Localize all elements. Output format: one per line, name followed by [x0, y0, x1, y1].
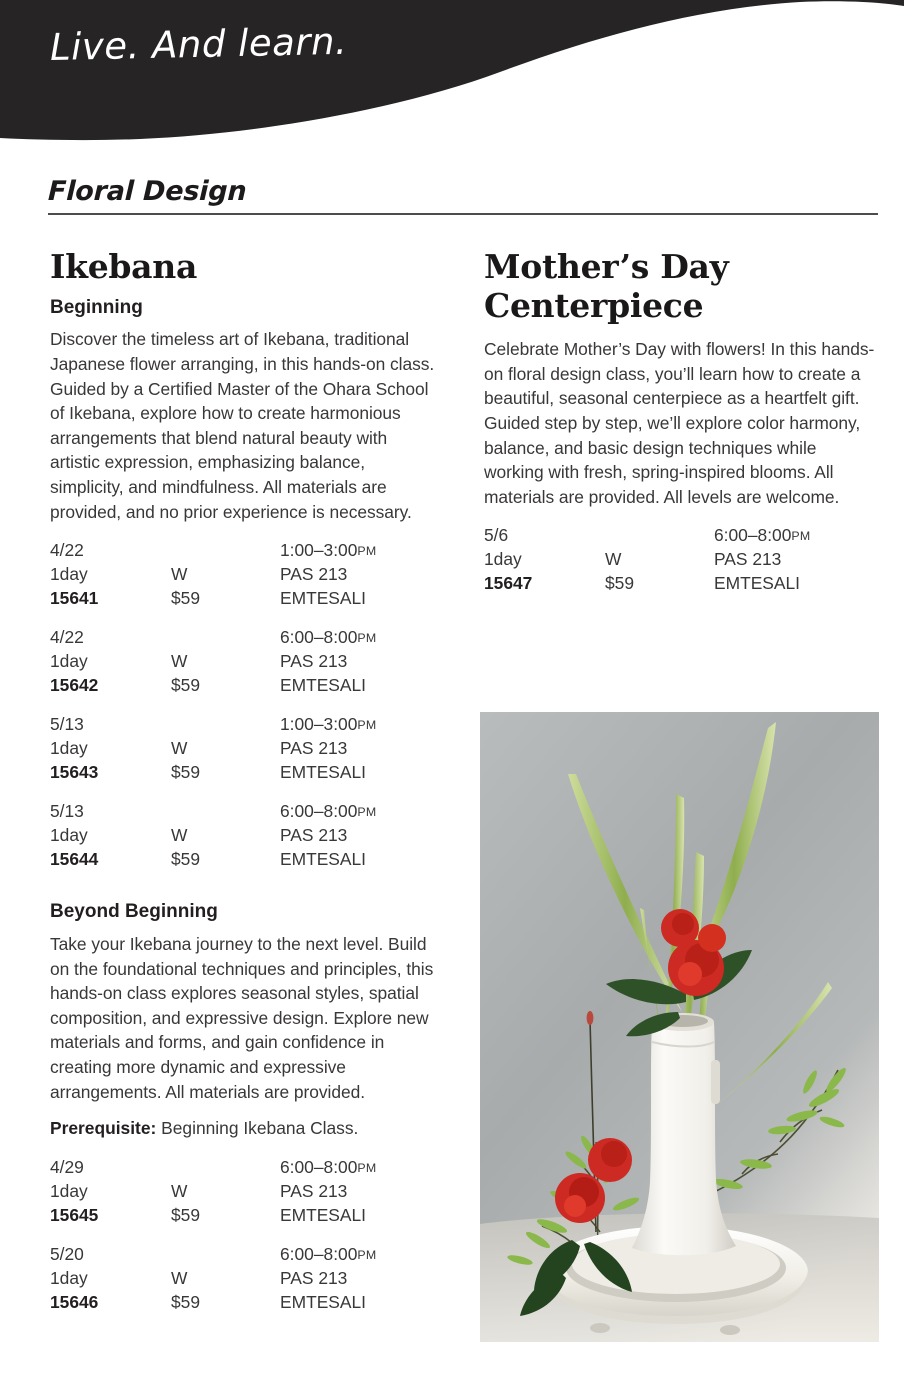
class-listing-beginning — [50, 538, 440, 871]
section-divider-rule — [48, 213, 878, 215]
class-price: $59 — [171, 849, 201, 870]
class-price: $59 — [171, 1204, 201, 1225]
class-ampm: PM — [357, 631, 377, 646]
class-duration: 1day — [50, 738, 88, 759]
class-section-row[interactable] — [50, 799, 440, 871]
class-ampm: PM — [357, 1160, 377, 1175]
class-date: 4/29 — [50, 1156, 84, 1177]
class-instructor: EMTESALI — [280, 849, 367, 870]
class-instructor: EMTESALI — [280, 762, 367, 783]
class-row-line2 — [50, 1179, 440, 1203]
class-section-row[interactable] — [50, 538, 440, 610]
class-date: 4/22 — [50, 627, 84, 648]
class-ampm: PM — [357, 718, 377, 733]
class-time: 6:00–8:00PM — [280, 627, 377, 648]
class-row-line3 — [50, 586, 440, 610]
class-room: PAS 213 — [280, 651, 348, 672]
course-title-ikebana: Ikebana — [50, 247, 198, 286]
section-header — [48, 178, 878, 205]
section-title: Floral Design — [47, 176, 247, 207]
class-price: $59 — [605, 573, 635, 594]
class-code: 15646 — [50, 1291, 99, 1312]
class-price: $59 — [171, 1291, 201, 1312]
class-listing-beyond-beginning — [50, 1155, 440, 1314]
class-time: 6:00–8:00PM — [280, 801, 377, 822]
class-days: W — [171, 825, 188, 846]
class-days: W — [171, 738, 188, 759]
class-ampm: PM — [791, 529, 811, 544]
class-duration: 1day — [50, 1180, 88, 1201]
left-column — [50, 248, 440, 1314]
class-ampm: PM — [357, 544, 377, 559]
class-room: PAS 213 — [714, 549, 782, 570]
class-room: PAS 213 — [280, 738, 348, 759]
ikebana-arrangement-photo — [480, 712, 879, 1342]
class-row-line2 — [484, 547, 880, 571]
prerequisite-label: Prerequisite: — [50, 1118, 157, 1139]
class-instructor: EMTESALI — [280, 1204, 367, 1225]
class-section-row[interactable] — [50, 712, 440, 784]
prerequisite-text: Beginning Ikebana Class. — [156, 1118, 359, 1139]
class-instructor: EMTESALI — [280, 675, 367, 696]
class-ampm: PM — [357, 805, 377, 820]
class-date: 5/6 — [484, 525, 509, 546]
class-row-line2 — [50, 1266, 440, 1290]
class-row-line1 — [50, 712, 440, 736]
class-price: $59 — [171, 588, 201, 609]
class-row-line1 — [50, 799, 440, 823]
header-banner — [0, 0, 904, 150]
right-column — [484, 248, 880, 595]
class-row-line1 — [484, 523, 880, 547]
class-row-line2 — [50, 736, 440, 760]
class-row-line1 — [50, 538, 440, 562]
class-room: PAS 213 — [280, 1267, 348, 1288]
course-description-beginning: Discover the timeless art of Ikebana, traditional Japanese flower arranging, in this hands-on class. Guided by a Certified Master of the Ohara School of Ikebana, explore how to create harmonious arrangements that blend natural beauty with artistic expression, emphasizing balance, simplicity, and mindfulness. All materials are provided, and no prior experience is necessary. — [50, 329, 435, 522]
class-code: 15645 — [50, 1204, 99, 1225]
class-row-line3 — [50, 673, 440, 697]
class-code: 15644 — [50, 849, 99, 870]
class-section-row[interactable] — [50, 1242, 440, 1314]
class-instructor: EMTESALI — [280, 588, 367, 609]
class-date: 4/22 — [50, 540, 84, 561]
class-row-line3 — [50, 760, 440, 784]
class-price: $59 — [171, 762, 201, 783]
class-price: $59 — [171, 675, 201, 696]
level-heading-beyond-beginning: Beyond Beginning — [50, 901, 218, 923]
class-row-line2 — [50, 562, 440, 586]
class-row-line3 — [484, 571, 880, 595]
class-row-line2 — [50, 823, 440, 847]
class-time: 1:00–3:00PM — [280, 540, 377, 561]
level-heading-beginning: Beginning — [50, 296, 143, 318]
class-date: 5/13 — [50, 714, 84, 735]
class-code: 15642 — [50, 675, 99, 696]
class-row-line3 — [50, 1203, 440, 1227]
class-row-line3 — [50, 847, 440, 871]
class-listing-mothers-day — [484, 523, 880, 595]
class-room: PAS 213 — [280, 1180, 348, 1201]
class-section-row[interactable] — [50, 625, 440, 697]
class-section-row[interactable] — [484, 523, 880, 595]
class-days: W — [171, 564, 188, 585]
ikebana-photo-illustration — [480, 712, 879, 1342]
tagline-text: Live. And learn. — [49, 19, 348, 69]
class-code: 15647 — [484, 573, 533, 594]
class-time: 6:00–8:00PM — [280, 1243, 377, 1264]
class-duration: 1day — [50, 1267, 88, 1288]
class-code: 15641 — [50, 588, 99, 609]
course-title-mothers-day-centerpiece: Mother’s Day Centerpiece — [484, 247, 729, 325]
class-days: W — [605, 549, 622, 570]
class-days: W — [171, 1180, 188, 1201]
course-description-beyond-beginning: Take your Ikebana journey to the next level. Build on the foundational techniques and principles, this hands-on class explores seasonal styles, spatial composition, and expressive design. Explore new materials and forms, and gain confidence in creating more dynamic and expressive arrangements. All materials are provided. — [50, 933, 434, 1102]
class-code: 15643 — [50, 762, 99, 783]
class-instructor: EMTESALI — [280, 1291, 367, 1312]
class-time: 1:00–3:00PM — [280, 714, 377, 735]
class-row-line2 — [50, 649, 440, 673]
class-room: PAS 213 — [280, 825, 348, 846]
class-date: 5/20 — [50, 1243, 84, 1264]
class-row-line1 — [50, 1242, 440, 1266]
class-days: W — [171, 651, 188, 672]
class-row-line1 — [50, 1155, 440, 1179]
course-description-mothers-day: Celebrate Mother’s Day with flowers! In this hands-on floral design class, you’ll learn how to create a beautiful, seasonal centerpiece as a heartfelt gift. Guided step by step, we’ll explore color harmony, balance, and basic design techniques while working with fresh, spring-inspired blooms. All materials are provided. All levels are welcome. — [484, 339, 875, 507]
class-date: 5/13 — [50, 801, 84, 822]
class-time: 6:00–8:00PM — [714, 525, 811, 546]
class-days: W — [171, 1267, 188, 1288]
class-ampm: PM — [357, 1247, 377, 1262]
prerequisite-line — [50, 1116, 440, 1141]
class-room: PAS 213 — [280, 564, 348, 585]
stem-bud — [587, 1011, 594, 1025]
class-duration: 1day — [484, 549, 522, 570]
class-duration: 1day — [50, 651, 88, 672]
class-section-row[interactable] — [50, 1155, 440, 1227]
class-instructor: EMTESALI — [714, 573, 801, 594]
class-duration: 1day — [50, 825, 88, 846]
class-row-line1 — [50, 625, 440, 649]
banner-curve-shape — [0, 0, 904, 150]
class-time: 6:00–8:00PM — [280, 1156, 377, 1177]
class-duration: 1day — [50, 564, 88, 585]
class-row-line3 — [50, 1290, 440, 1314]
